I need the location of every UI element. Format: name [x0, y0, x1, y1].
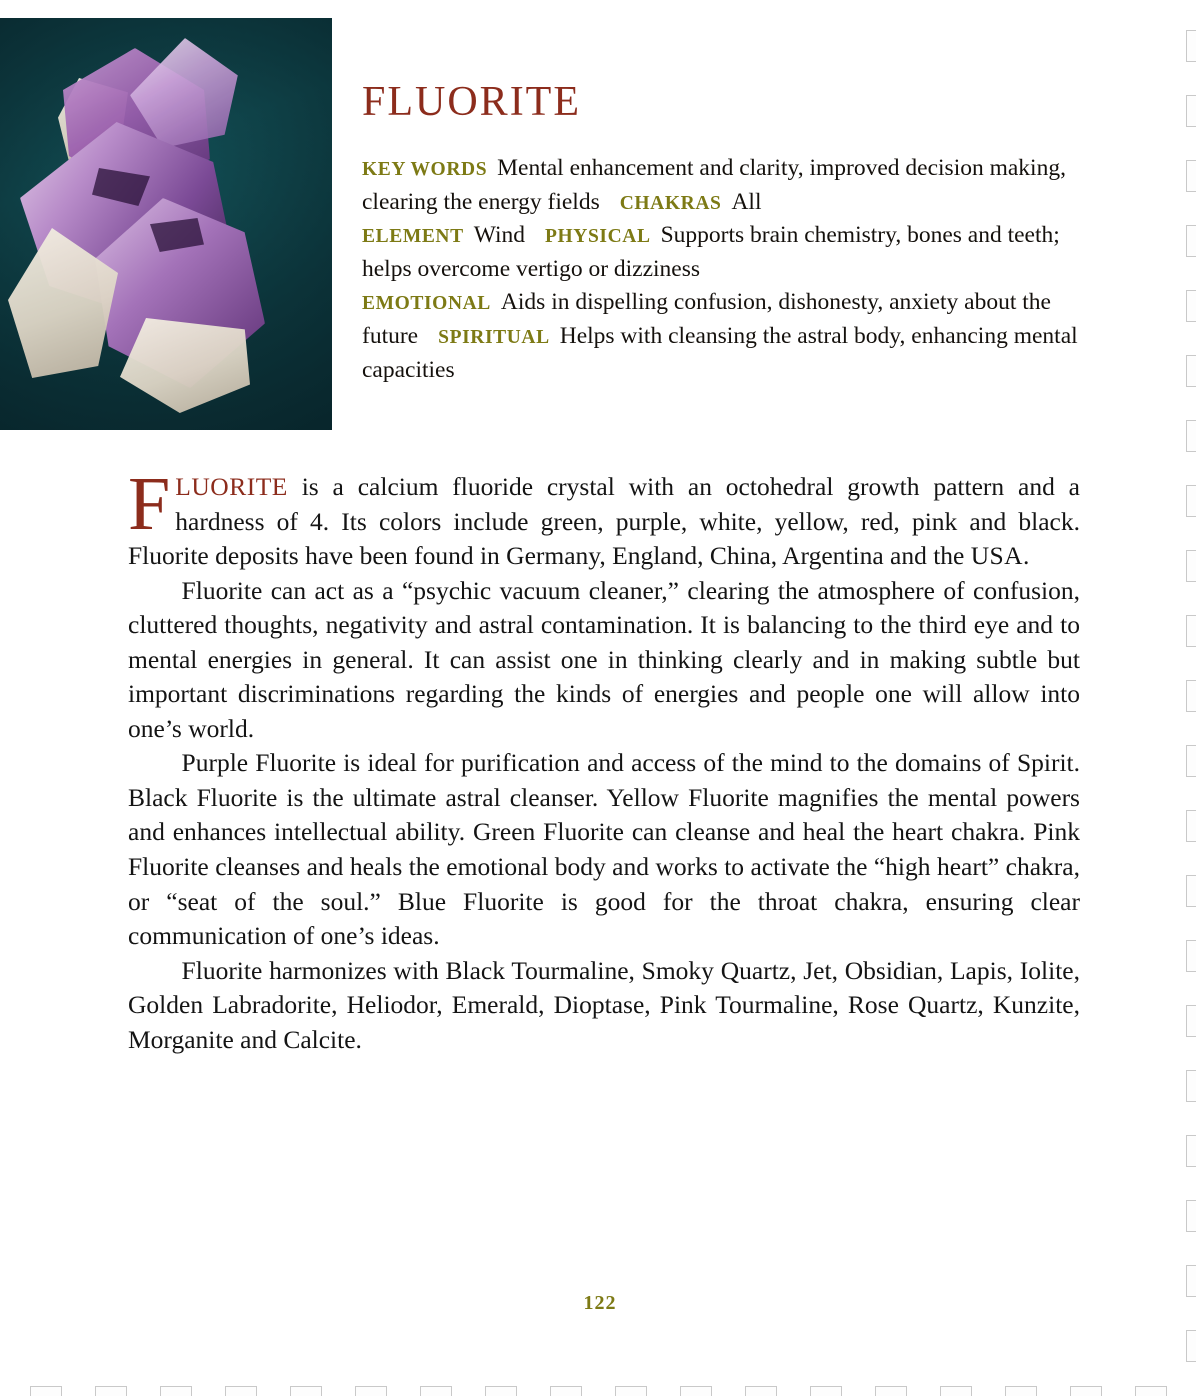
- drop-cap: F: [128, 462, 171, 546]
- page-edge-marks-right: [1178, 0, 1200, 1400]
- keywords-text-key-words: Mental enhancement and clarity, improved decision making, clearing the energy fields: [362, 155, 1066, 215]
- keywords-text-spiritual: Helps with cleansing the astral body, enhancing mental capacities: [362, 322, 1078, 383]
- keywords-label-physical: PHYSICAL: [545, 226, 651, 248]
- keywords-text-emotional: Aids in dispelling confusion, dishonesty, anxiety about the future: [362, 289, 1051, 349]
- body-paragraph-1-text: is a calcium fluoride crystal with an octohedral growth pattern and a hardness of 4. Its colors include green, purple, white, yellow, red, pink and black. Fluorite deposits have been found in Germany, England, China, Argentina and the: [128, 472, 1080, 571]
- page-number: 122: [583, 1292, 617, 1314]
- body-paragraph-1-smallcaps: LUORITE: [175, 472, 288, 501]
- keywords-label-element: ELEMENT: [362, 226, 464, 248]
- entry-body: [128, 462, 1080, 1057]
- entry-header: [362, 78, 1078, 387]
- page-title: FLUORITE: [362, 79, 581, 125]
- keywords-text-physical: Supports brain chemistry, bones and teeth; helps overcome vertigo or dizziness: [362, 222, 1060, 282]
- body-paragraph-1-end: .: [1022, 541, 1030, 571]
- body-paragraph-1: [128, 462, 1080, 574]
- keywords-block: [362, 152, 1078, 387]
- body-paragraph-3: Purple Fluorite is ideal for purification and access of the mind to the domains of Spirit. Black Fluorite is the ultimate astral cleanser. Yellow Fluorite magnifies the mental powers and enhances intellectual ability. Green Fluorite can cleanse and heal the heart chakra. Pink Fluorite cleanses and heals the emotional body and works to activate the “high heart” chakra, or “seat of the soul.” Blue Fluorite is good for the throat chakra, ensuring clear communication of one’s ideas.: [128, 748, 1080, 951]
- body-paragraph-2: Fluorite can act as a “psychic vacuum cleaner,” clearing the atmosphere of confusion, cluttered thoughts, negativity and astral contamination. It is balancing to the third eye and to mental energies in general. It can assist one in thinking clearly and in making subtle but important discriminations regarding the kinds of energies and people one will allow into one’s world.: [128, 575, 1080, 743]
- keywords-label-emotional: EMOTIONAL: [362, 293, 491, 315]
- keywords-label-chakras: CHAKRAS: [619, 192, 722, 214]
- keywords-label-key-words: KEY WORDS: [362, 159, 488, 180]
- fluorite-specimen-photo: [0, 18, 332, 430]
- page-edge-marks-bottom: [0, 1378, 1200, 1400]
- body-paragraph-1-usa: USA: [970, 541, 1023, 571]
- body-paragraph-4: Fluorite harmonizes with Black Tourmaline, Smoky Quartz, Jet, Obsidian, Lapis, Iolite, Golden Labradorite, Heliodor, Emerald, Dioptase, Pink Tourmaline, Rose Quartz, Kunzite, Morganite and Calcite.: [128, 955, 1080, 1054]
- keywords-text-chakras: All: [731, 188, 762, 215]
- keywords-label-spiritual: SPIRITUAL: [438, 326, 550, 348]
- keywords-text-element: Wind: [473, 222, 526, 249]
